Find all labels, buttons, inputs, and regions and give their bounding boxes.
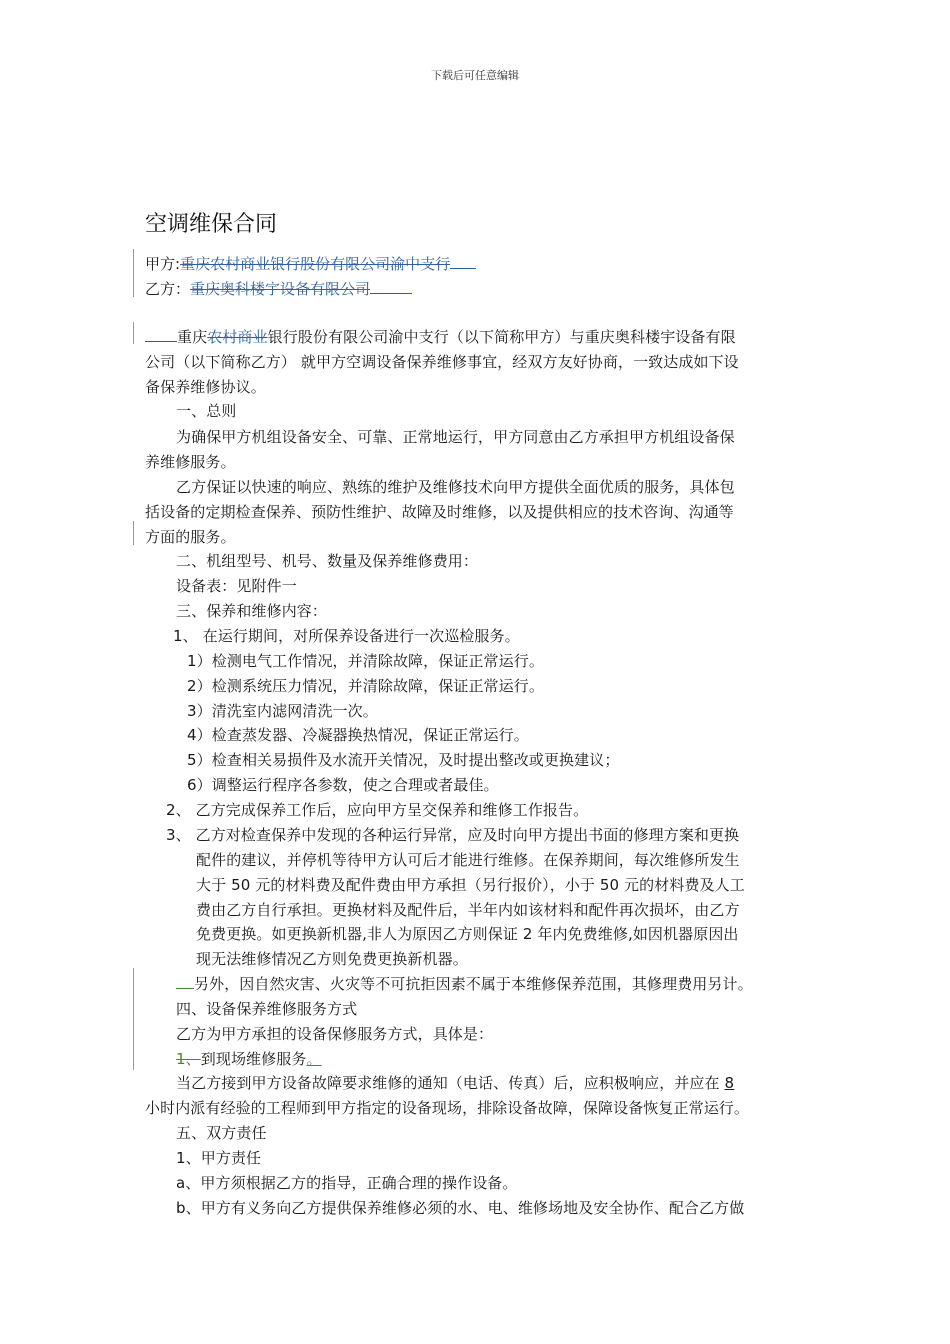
- s3-item-3-line-2: 配件的建议，并停机等待甲方认可后才能进行维修。在保养期间，每次维修所发生: [196, 851, 740, 869]
- revision-bar: [133, 249, 134, 297]
- equipment-table-ref: 设备表：见附件一: [176, 577, 297, 595]
- s3-item-3-line-3: 大于 50 元的材料费及配件费由甲方承担（另行报价），小于 50 元的材料费及人工: [196, 876, 745, 894]
- party-a-name: 重庆农村商业银行股份有限公司渝中支行: [180, 255, 451, 273]
- party-b-name: 重庆奥科楼宇设备有限公司: [190, 280, 371, 298]
- section-5-heading: 五、双方责任: [176, 1124, 267, 1142]
- party-b-line: [145, 278, 412, 299]
- s3-item-3-line-5: 免费更换。如更换新机器,非人为原因乙方则保证 2 年内免费维修,如因机器原因出: [196, 925, 739, 943]
- s1-paragraph-2-line-2: 括设备的定期检查保养、预防性维护、故障及时维修，以及提供相应的技术咨询、沟通等: [145, 503, 734, 521]
- inserted-punctuation: 。: [306, 1050, 322, 1068]
- s4-line-1: 乙方为甲方承担的设备保修服务方式，具体是：: [176, 1025, 494, 1043]
- force-majeure-line: [176, 973, 753, 994]
- deleted-numbering: 1、: [176, 1050, 201, 1068]
- s3-subitem-6: 6）调整运行程序各参数，使之合理或者最佳。: [187, 776, 499, 794]
- s4-response-line-1: [176, 1072, 734, 1093]
- s5-item-a: a、甲方须根据乙方的指导，正确合理的操作设备。: [176, 1174, 518, 1192]
- s1-paragraph-2-line-3: 方面的服务。: [145, 528, 236, 546]
- onsite-service-text: 到现场维修服务: [200, 1050, 307, 1068]
- s3-subitem-1: 1）检测电气工作情况，并清除故障，保证正常运行。: [187, 652, 544, 670]
- inserted-blank: [176, 987, 194, 989]
- response-text: 当乙方接到甲方设备故障要求维修的通知（电话、传真）后，应积极响应，并应在: [176, 1074, 725, 1092]
- party-a-line: [145, 253, 476, 274]
- s3-subitem-4: 4）检查蒸发器、冷凝器换热情况，保证正常运行。: [187, 726, 529, 744]
- document-title: 空调维保合同: [145, 212, 278, 237]
- party-a-label: 甲方:: [145, 255, 181, 273]
- force-majeure-text: 另外，因自然灾害、火灾等不可抗拒因素不属于本维修保养范围，其修理费用另计。: [194, 975, 753, 993]
- page-header-note: 下载后可任意编辑: [431, 69, 519, 82]
- s3-item-3-line-6: 现无法维修情况乙方则免费更换新机器。: [196, 950, 468, 968]
- s4-onsite-line: [176, 1048, 322, 1069]
- response-hours: 8: [724, 1074, 735, 1092]
- intro-line-1: [145, 326, 736, 347]
- revision-bar: [133, 322, 134, 344]
- s3-subitem-2: 2）检测系统压力情况，并清除故障，保证正常运行。: [187, 677, 544, 695]
- intro-lead: 重庆: [177, 328, 208, 346]
- s1-paragraph-1-line-1: 为确保甲方机组设备安全、可靠、正常地运行，甲方同意由乙方承担甲方机组设备保: [176, 428, 735, 446]
- s1-paragraph-1-line-2: 养维修服务。: [145, 453, 236, 471]
- s3-item-2: 2、 乙方完成保养工作后，应向甲方呈交保养和维修工作报告。: [166, 801, 589, 819]
- s3-subitem-3: 3）清洗室内滤网清洗一次。: [187, 702, 378, 720]
- s1-paragraph-2-line-1: 乙方保证以快速的响应、熟练的维护及维修技术向甲方提供全面优质的服务，具体包: [176, 478, 735, 496]
- s3-item-3-line-4: 费由乙方自行承担。更换材料及配件后，半年内如该材料和配件再次损坏，由乙方: [196, 901, 740, 919]
- s5-item-b: b、甲方有义务向乙方提供保养维修必须的水、电、维修场地及安全协作、配合乙方做: [176, 1199, 745, 1217]
- section-4-heading: 四、设备保养维修服务方式: [176, 1000, 358, 1018]
- revision-bar: [133, 968, 134, 1070]
- s3-item-3-line-1: 3、 乙方对检查保养中发现的各种运行异常，应及时向甲方提出书面的修理方案和更换: [166, 826, 740, 844]
- s3-subitem-5: 5）检查相关易损件及水流开关情况，及时提出整改或更换建议；: [187, 751, 620, 769]
- intro-line-2: 公司（以下简称乙方） 就甲方空调设备保养维修事宜，经双方友好协商，一致达成如下设: [145, 353, 739, 371]
- s5-subheading-1: 1、甲方责任: [176, 1149, 262, 1167]
- intro-text: 银行股份有限公司渝中支行（以下简称甲方）与重庆奥科楼宇设备有限: [267, 328, 736, 346]
- revision-bar: [133, 521, 134, 545]
- s3-item-1: 1、 在运行期间，对所保养设备进行一次巡检服务。: [173, 627, 520, 645]
- intro-line-3: 备保养维修协议。: [145, 378, 266, 396]
- section-2-heading: 二、机组型号、机号、数量及保养维修费用：: [176, 552, 479, 570]
- section-3-heading: 三、保养和维修内容：: [176, 602, 328, 620]
- party-b-blank: [370, 292, 412, 294]
- party-b-label: 乙方：: [145, 280, 191, 298]
- section-1-heading: 一、总则: [176, 402, 237, 420]
- s4-response-line-2: 小时内派有经验的工程师到甲方指定的设备现场，排除设备故障，保障设备恢复正常运行。: [145, 1099, 750, 1117]
- intro-deleted-text: 农村商业: [207, 328, 268, 346]
- party-a-blank: [450, 267, 476, 269]
- intro-blank: [145, 340, 177, 342]
